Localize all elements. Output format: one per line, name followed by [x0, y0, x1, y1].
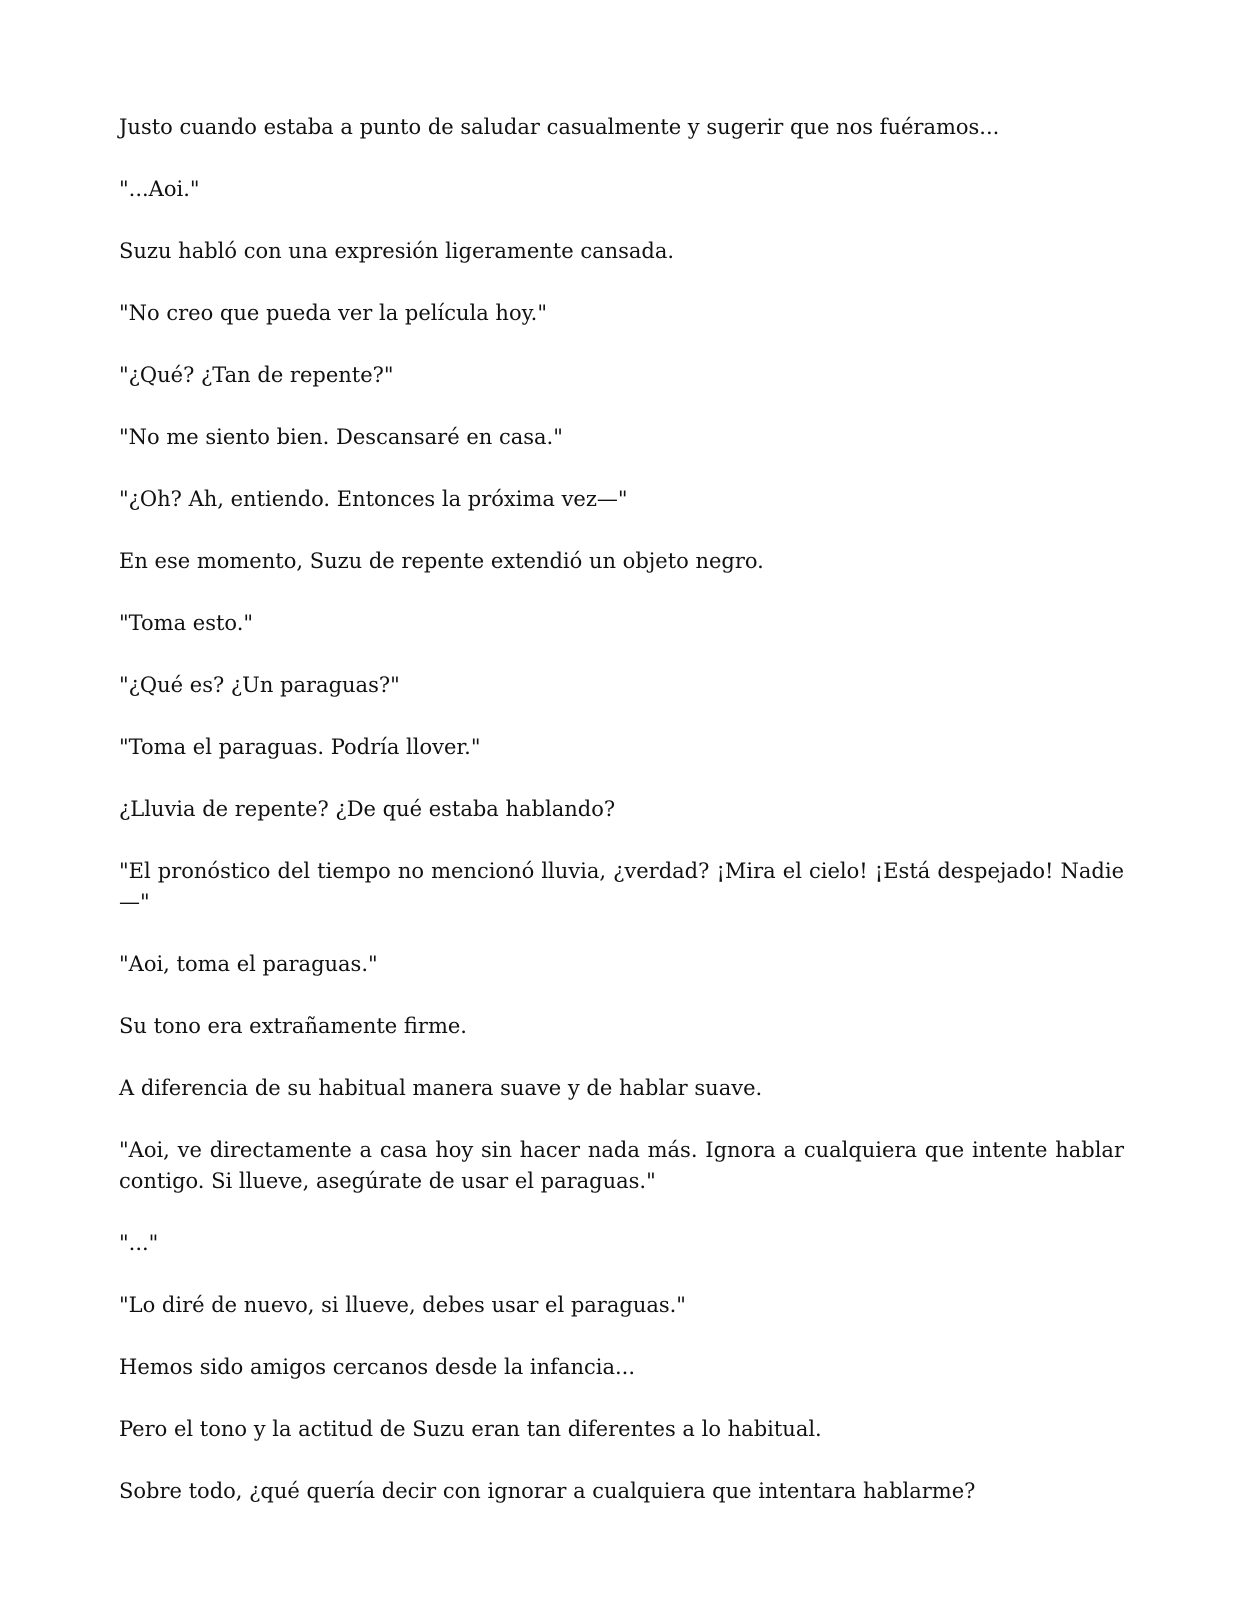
paragraph: "¿Qué es? ¿Un paraguas?"	[119, 673, 400, 697]
paragraph: Su tono era extrañamente firme.	[119, 1014, 467, 1038]
paragraph: "Aoi, toma el paraguas."	[119, 952, 378, 976]
paragraph: "No creo que pueda ver la película hoy."	[119, 301, 547, 325]
paragraph: En ese momento, Suzu de repente extendió un objeto negro.	[119, 549, 764, 573]
paragraph: Pero el tono y la actitud de Suzu eran tan diferentes a lo habitual.	[119, 1417, 822, 1441]
paragraph: "No me siento bien. Descansaré en casa."	[119, 425, 563, 449]
paragraph: Justo cuando estaba a punto de saludar casualmente y sugerir que nos fuéramos...	[119, 115, 1000, 139]
paragraph: "El pronóstico del tiempo no mencionó lluvia, ¿verdad? ¡Mira el cielo! ¡Está despejado! Nadie—"	[119, 859, 1124, 914]
paragraph: Sobre todo, ¿qué quería decir con ignorar a cualquiera que intentara hablarme?	[119, 1479, 976, 1503]
paragraph: "Lo diré de nuevo, si llueve, debes usar el paraguas."	[119, 1293, 686, 1317]
paragraph: Hemos sido amigos cercanos desde la infancia...	[119, 1355, 636, 1379]
paragraph: Suzu habló con una expresión ligeramente cansada.	[119, 239, 675, 263]
document-body	[119, 112, 1124, 1538]
paragraph: "Aoi, ve directamente a casa hoy sin hacer nada más. Ignora a cualquiera que intente hablar contigo. Si llueve, asegúrate de usar el paraguas."	[119, 1138, 1124, 1193]
paragraph: ¿Lluvia de repente? ¿De qué estaba hablando?	[119, 797, 616, 821]
paragraph: "¿Qué? ¿Tan de repente?"	[119, 363, 394, 387]
paragraph: "Toma esto."	[119, 611, 254, 635]
paragraph: "...Aoi."	[119, 177, 200, 201]
paragraph: "..."	[119, 1231, 159, 1255]
paragraph: A diferencia de su habitual manera suave y de hablar suave.	[119, 1076, 763, 1100]
paragraph: "Toma el paraguas. Podría llover."	[119, 735, 481, 759]
paragraph: "¿Oh? Ah, entiendo. Entonces la próxima vez—"	[119, 487, 628, 511]
